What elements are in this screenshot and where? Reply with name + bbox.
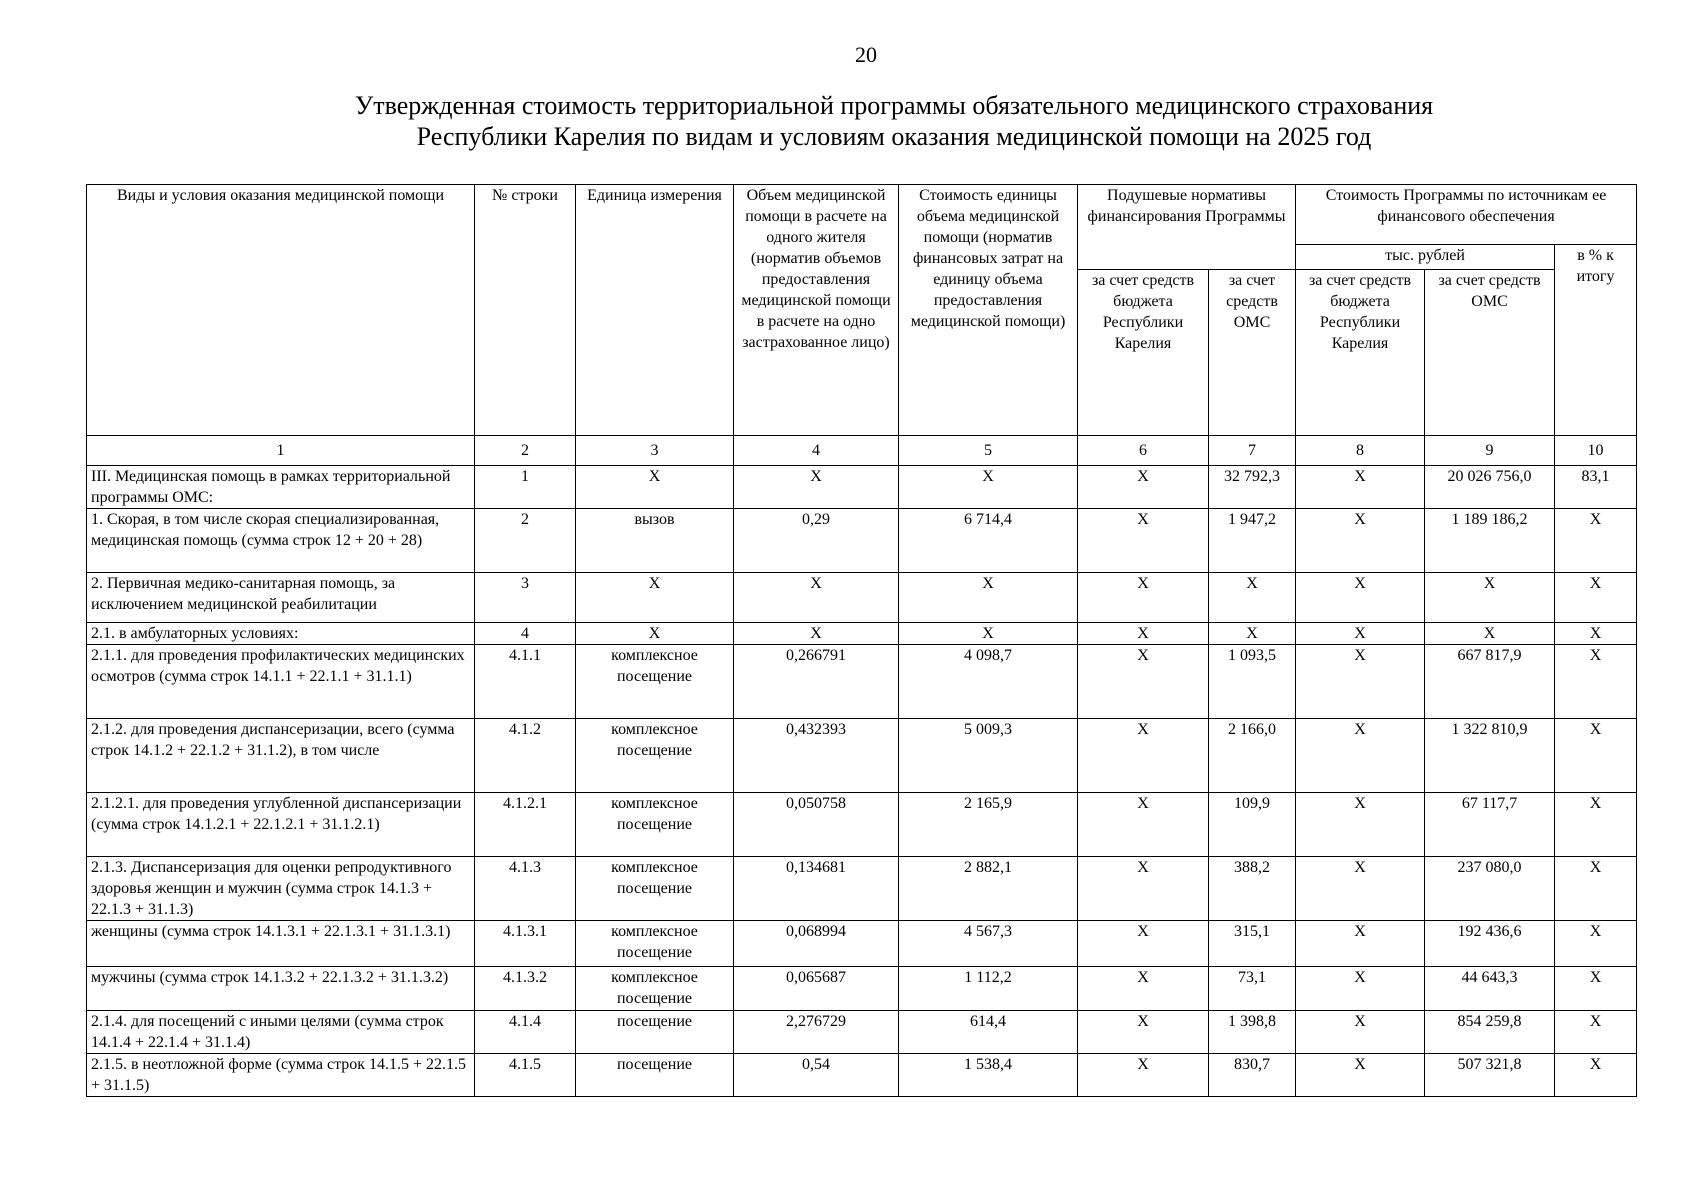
row-volume: X: [734, 466, 899, 509]
row-oms-per-capita: 73,1: [1209, 967, 1296, 1011]
row-oms-per-capita: 109,9: [1209, 793, 1296, 857]
row-budget-total: X: [1296, 1054, 1425, 1097]
column-number: 1: [87, 436, 475, 466]
row-oms-total: X: [1425, 573, 1555, 623]
row-percent: X: [1555, 573, 1637, 623]
row-oms-total: 507 321,8: [1425, 1054, 1555, 1097]
page-number: 20: [855, 42, 877, 67]
row-oms-per-capita: 1 398,8: [1209, 1011, 1296, 1054]
column-number: 2: [475, 436, 576, 466]
header-per-capita-group: Подушевые нормативы финансирования Программы: [1078, 185, 1296, 270]
row-unit: посещение: [576, 1054, 734, 1097]
row-line-number: 4.1.3.1: [475, 921, 576, 967]
row-oms-total: 667 817,9: [1425, 645, 1555, 719]
table-row: [87, 967, 1637, 1011]
header-budget-per-capita: за счет средств бюджета Республики Карелия: [1078, 270, 1209, 436]
table-row: [87, 793, 1637, 857]
row-label: 2.1.2. для проведения диспансеризации, всего (сумма строк 14.1.2 + 22.1.2 + 31.1.2), в том числе: [87, 719, 475, 793]
column-number: 5: [899, 436, 1078, 466]
row-line-number: 1: [475, 466, 576, 509]
row-unit-cost: 614,4: [899, 1011, 1078, 1054]
row-oms-per-capita: X: [1209, 623, 1296, 645]
row-volume: 2,276729: [734, 1011, 899, 1054]
table-row: [87, 509, 1637, 573]
row-label: III. Медицинская помощь в рамках территориальной программы ОМС:: [87, 466, 475, 509]
row-budget-total: X: [1296, 573, 1425, 623]
row-unit: X: [576, 466, 734, 509]
row-line-number: 2: [475, 509, 576, 573]
row-unit-cost: X: [899, 466, 1078, 509]
row-line-number: 4.1.3.2: [475, 967, 576, 1011]
row-volume: 0,065687: [734, 967, 899, 1011]
row-oms-per-capita: 1 093,5: [1209, 645, 1296, 719]
table-row: [87, 623, 1637, 645]
row-volume: 0,432393: [734, 719, 899, 793]
row-line-number: 4.1.2.1: [475, 793, 576, 857]
row-unit: комплексное посещение: [576, 857, 734, 921]
column-number: 6: [1078, 436, 1209, 466]
row-oms-total: 67 117,7: [1425, 793, 1555, 857]
row-unit-cost: 6 714,4: [899, 509, 1078, 573]
table-body: [87, 466, 1637, 1097]
row-unit: комплексное посещение: [576, 967, 734, 1011]
row-volume: 0,266791: [734, 645, 899, 719]
row-budget-per-capita: X: [1078, 967, 1209, 1011]
row-unit-cost: 5 009,3: [899, 719, 1078, 793]
row-label: 2.1.4. для посещений с иными целями (сумма строк 14.1.4 + 22.1.4 + 31.1.4): [87, 1011, 475, 1054]
row-budget-total: X: [1296, 1011, 1425, 1054]
row-label: женщины (сумма строк 14.1.3.1 + 22.1.3.1 + 31.1.3.1): [87, 921, 475, 967]
row-budget-per-capita: X: [1078, 921, 1209, 967]
row-budget-total: X: [1296, 967, 1425, 1011]
row-label: 2.1.2.1. для проведения углубленной диспансеризации (сумма строк 14.1.2.1 + 22.1.2.1 + 31.1.2.1): [87, 793, 475, 857]
header-oms-total: за счет средств ОМС: [1425, 270, 1555, 436]
row-unit: комплексное посещение: [576, 645, 734, 719]
row-line-number: 4.1.5: [475, 1054, 576, 1097]
row-oms-total: 237 080,0: [1425, 857, 1555, 921]
row-volume: X: [734, 573, 899, 623]
row-unit-cost: 2 165,9: [899, 793, 1078, 857]
row-oms-per-capita: 1 947,2: [1209, 509, 1296, 573]
row-unit-cost: 2 882,1: [899, 857, 1078, 921]
row-line-number: 3: [475, 573, 576, 623]
row-oms-total: 1 189 186,2: [1425, 509, 1555, 573]
row-oms-per-capita: X: [1209, 573, 1296, 623]
row-percent: X: [1555, 645, 1637, 719]
header-cost-group: Стоимость Программы по источникам ее финансового обеспечения: [1296, 185, 1637, 245]
row-line-number: 4.1.1: [475, 645, 576, 719]
row-volume: X: [734, 623, 899, 645]
header-thousand-rub: тыс. рублей: [1296, 245, 1555, 270]
row-percent: X: [1555, 509, 1637, 573]
row-budget-per-capita: X: [1078, 857, 1209, 921]
row-volume: 0,050758: [734, 793, 899, 857]
title-line-2: Республики Карелия по видам и условиям оказания медицинской помощи на 2025 год: [416, 122, 1372, 151]
column-number: 10: [1555, 436, 1637, 466]
row-oms-total: X: [1425, 623, 1555, 645]
column-number: 3: [576, 436, 734, 466]
row-budget-total: X: [1296, 509, 1425, 573]
document-title: [0, 90, 1697, 152]
row-volume: 0,29: [734, 509, 899, 573]
row-label: 2.1.3. Диспансеризация для оценки репродуктивного здоровья женщин и мужчин (сумма строк 14.1.3 + 22.1.3 + 31.1.3): [87, 857, 475, 921]
header-volume: Объем медицинской помощи в расчете на одного жителя (норматив объемов предоставления медицинской помощи в расчете на одно застрахованное лицо): [734, 185, 899, 436]
header-kinds: Виды и условия оказания медицинской помощи: [87, 185, 475, 436]
header-unit-cost: Стоимость единицы объема медицинской помощи (норматив финансовых затрат на единицу объема предоставления медицинской помощи): [899, 185, 1078, 436]
table-row: [87, 921, 1637, 967]
row-label: 2.1. в амбулаторных условиях:: [87, 623, 475, 645]
row-oms-per-capita: 32 792,3: [1209, 466, 1296, 509]
row-oms-per-capita: 388,2: [1209, 857, 1296, 921]
row-budget-total: X: [1296, 793, 1425, 857]
row-percent: 83,1: [1555, 466, 1637, 509]
row-unit-cost: X: [899, 573, 1078, 623]
column-number: 4: [734, 436, 899, 466]
row-oms-total: 20 026 756,0: [1425, 466, 1555, 509]
row-oms-total: 192 436,6: [1425, 921, 1555, 967]
row-oms-per-capita: 2 166,0: [1209, 719, 1296, 793]
row-budget-per-capita: X: [1078, 623, 1209, 645]
row-unit-cost: 1 112,2: [899, 967, 1078, 1011]
row-unit-cost: 4 567,3: [899, 921, 1078, 967]
table-row: [87, 466, 1637, 509]
row-unit: X: [576, 623, 734, 645]
row-unit: X: [576, 573, 734, 623]
row-unit-cost: 4 098,7: [899, 645, 1078, 719]
row-oms-total: 44 643,3: [1425, 967, 1555, 1011]
column-number: 8: [1296, 436, 1425, 466]
header-percent-total: в % к итогу: [1555, 245, 1637, 436]
row-percent: X: [1555, 1054, 1637, 1097]
column-number: 9: [1425, 436, 1555, 466]
row-budget-total: X: [1296, 857, 1425, 921]
row-budget-per-capita: X: [1078, 719, 1209, 793]
row-volume: 0,54: [734, 1054, 899, 1097]
row-unit: вызов: [576, 509, 734, 573]
title-line-1: Утвержденная стоимость территориальной программы обязательного медицинского страхования: [354, 91, 1434, 120]
table-header: [87, 185, 1637, 466]
row-budget-per-capita: X: [1078, 466, 1209, 509]
row-percent: X: [1555, 921, 1637, 967]
row-percent: X: [1555, 1011, 1637, 1054]
row-budget-total: X: [1296, 645, 1425, 719]
column-numbers-row: [87, 436, 1637, 466]
row-percent: X: [1555, 857, 1637, 921]
row-oms-total: 1 322 810,9: [1425, 719, 1555, 793]
row-line-number: 4.1.2: [475, 719, 576, 793]
row-budget-total: X: [1296, 623, 1425, 645]
row-oms-total: 854 259,8: [1425, 1011, 1555, 1054]
row-label: мужчины (сумма строк 14.1.3.2 + 22.1.3.2 + 31.1.3.2): [87, 967, 475, 1011]
row-budget-per-capita: X: [1078, 645, 1209, 719]
row-line-number: 4: [475, 623, 576, 645]
column-number: 7: [1209, 436, 1296, 466]
row-label: 1. Скорая, в том числе скорая специализированная, медицинская помощь (сумма строк 12 + 20 + 28): [87, 509, 475, 573]
row-budget-per-capita: X: [1078, 573, 1209, 623]
table-row: [87, 645, 1637, 719]
row-label: 2.1.1. для проведения профилактических медицинских осмотров (сумма строк 14.1.1 + 22.1.1 + 31.1.1): [87, 645, 475, 719]
row-budget-total: X: [1296, 921, 1425, 967]
row-line-number: 4.1.3: [475, 857, 576, 921]
table-row: [87, 573, 1637, 623]
row-unit: комплексное посещение: [576, 921, 734, 967]
row-oms-per-capita: 315,1: [1209, 921, 1296, 967]
row-unit: комплексное посещение: [576, 719, 734, 793]
row-line-number: 4.1.4: [475, 1011, 576, 1054]
row-budget-per-capita: X: [1078, 1054, 1209, 1097]
header-oms-per-capita: за счет средств ОМС: [1209, 270, 1296, 436]
row-budget-per-capita: X: [1078, 509, 1209, 573]
table-row: [87, 1011, 1637, 1054]
row-budget-per-capita: X: [1078, 1011, 1209, 1054]
row-volume: 0,134681: [734, 857, 899, 921]
row-percent: X: [1555, 623, 1637, 645]
row-unit: посещение: [576, 1011, 734, 1054]
table-row: [87, 1054, 1637, 1097]
row-percent: X: [1555, 793, 1637, 857]
row-oms-per-capita: 830,7: [1209, 1054, 1296, 1097]
row-volume: 0,068994: [734, 921, 899, 967]
row-percent: X: [1555, 719, 1637, 793]
row-percent: X: [1555, 967, 1637, 1011]
header-unit: Единица измерения: [576, 185, 734, 436]
row-unit: комплексное посещение: [576, 793, 734, 857]
program-cost-table: [86, 184, 1637, 1097]
row-budget-total: X: [1296, 466, 1425, 509]
header-line-number: № строки: [475, 185, 576, 436]
table-row: [87, 719, 1637, 793]
header-budget-total: за счет средств бюджета Республики Карелия: [1296, 270, 1425, 436]
row-unit-cost: X: [899, 623, 1078, 645]
row-label: 2.1.5. в неотложной форме (сумма строк 14.1.5 + 22.1.5 + 31.1.5): [87, 1054, 475, 1097]
row-budget-total: X: [1296, 719, 1425, 793]
row-budget-per-capita: X: [1078, 793, 1209, 857]
table-row: [87, 857, 1637, 921]
row-label: 2. Первичная медико-санитарная помощь, за исключением медицинской реабилитации: [87, 573, 475, 623]
row-unit-cost: 1 538,4: [899, 1054, 1078, 1097]
